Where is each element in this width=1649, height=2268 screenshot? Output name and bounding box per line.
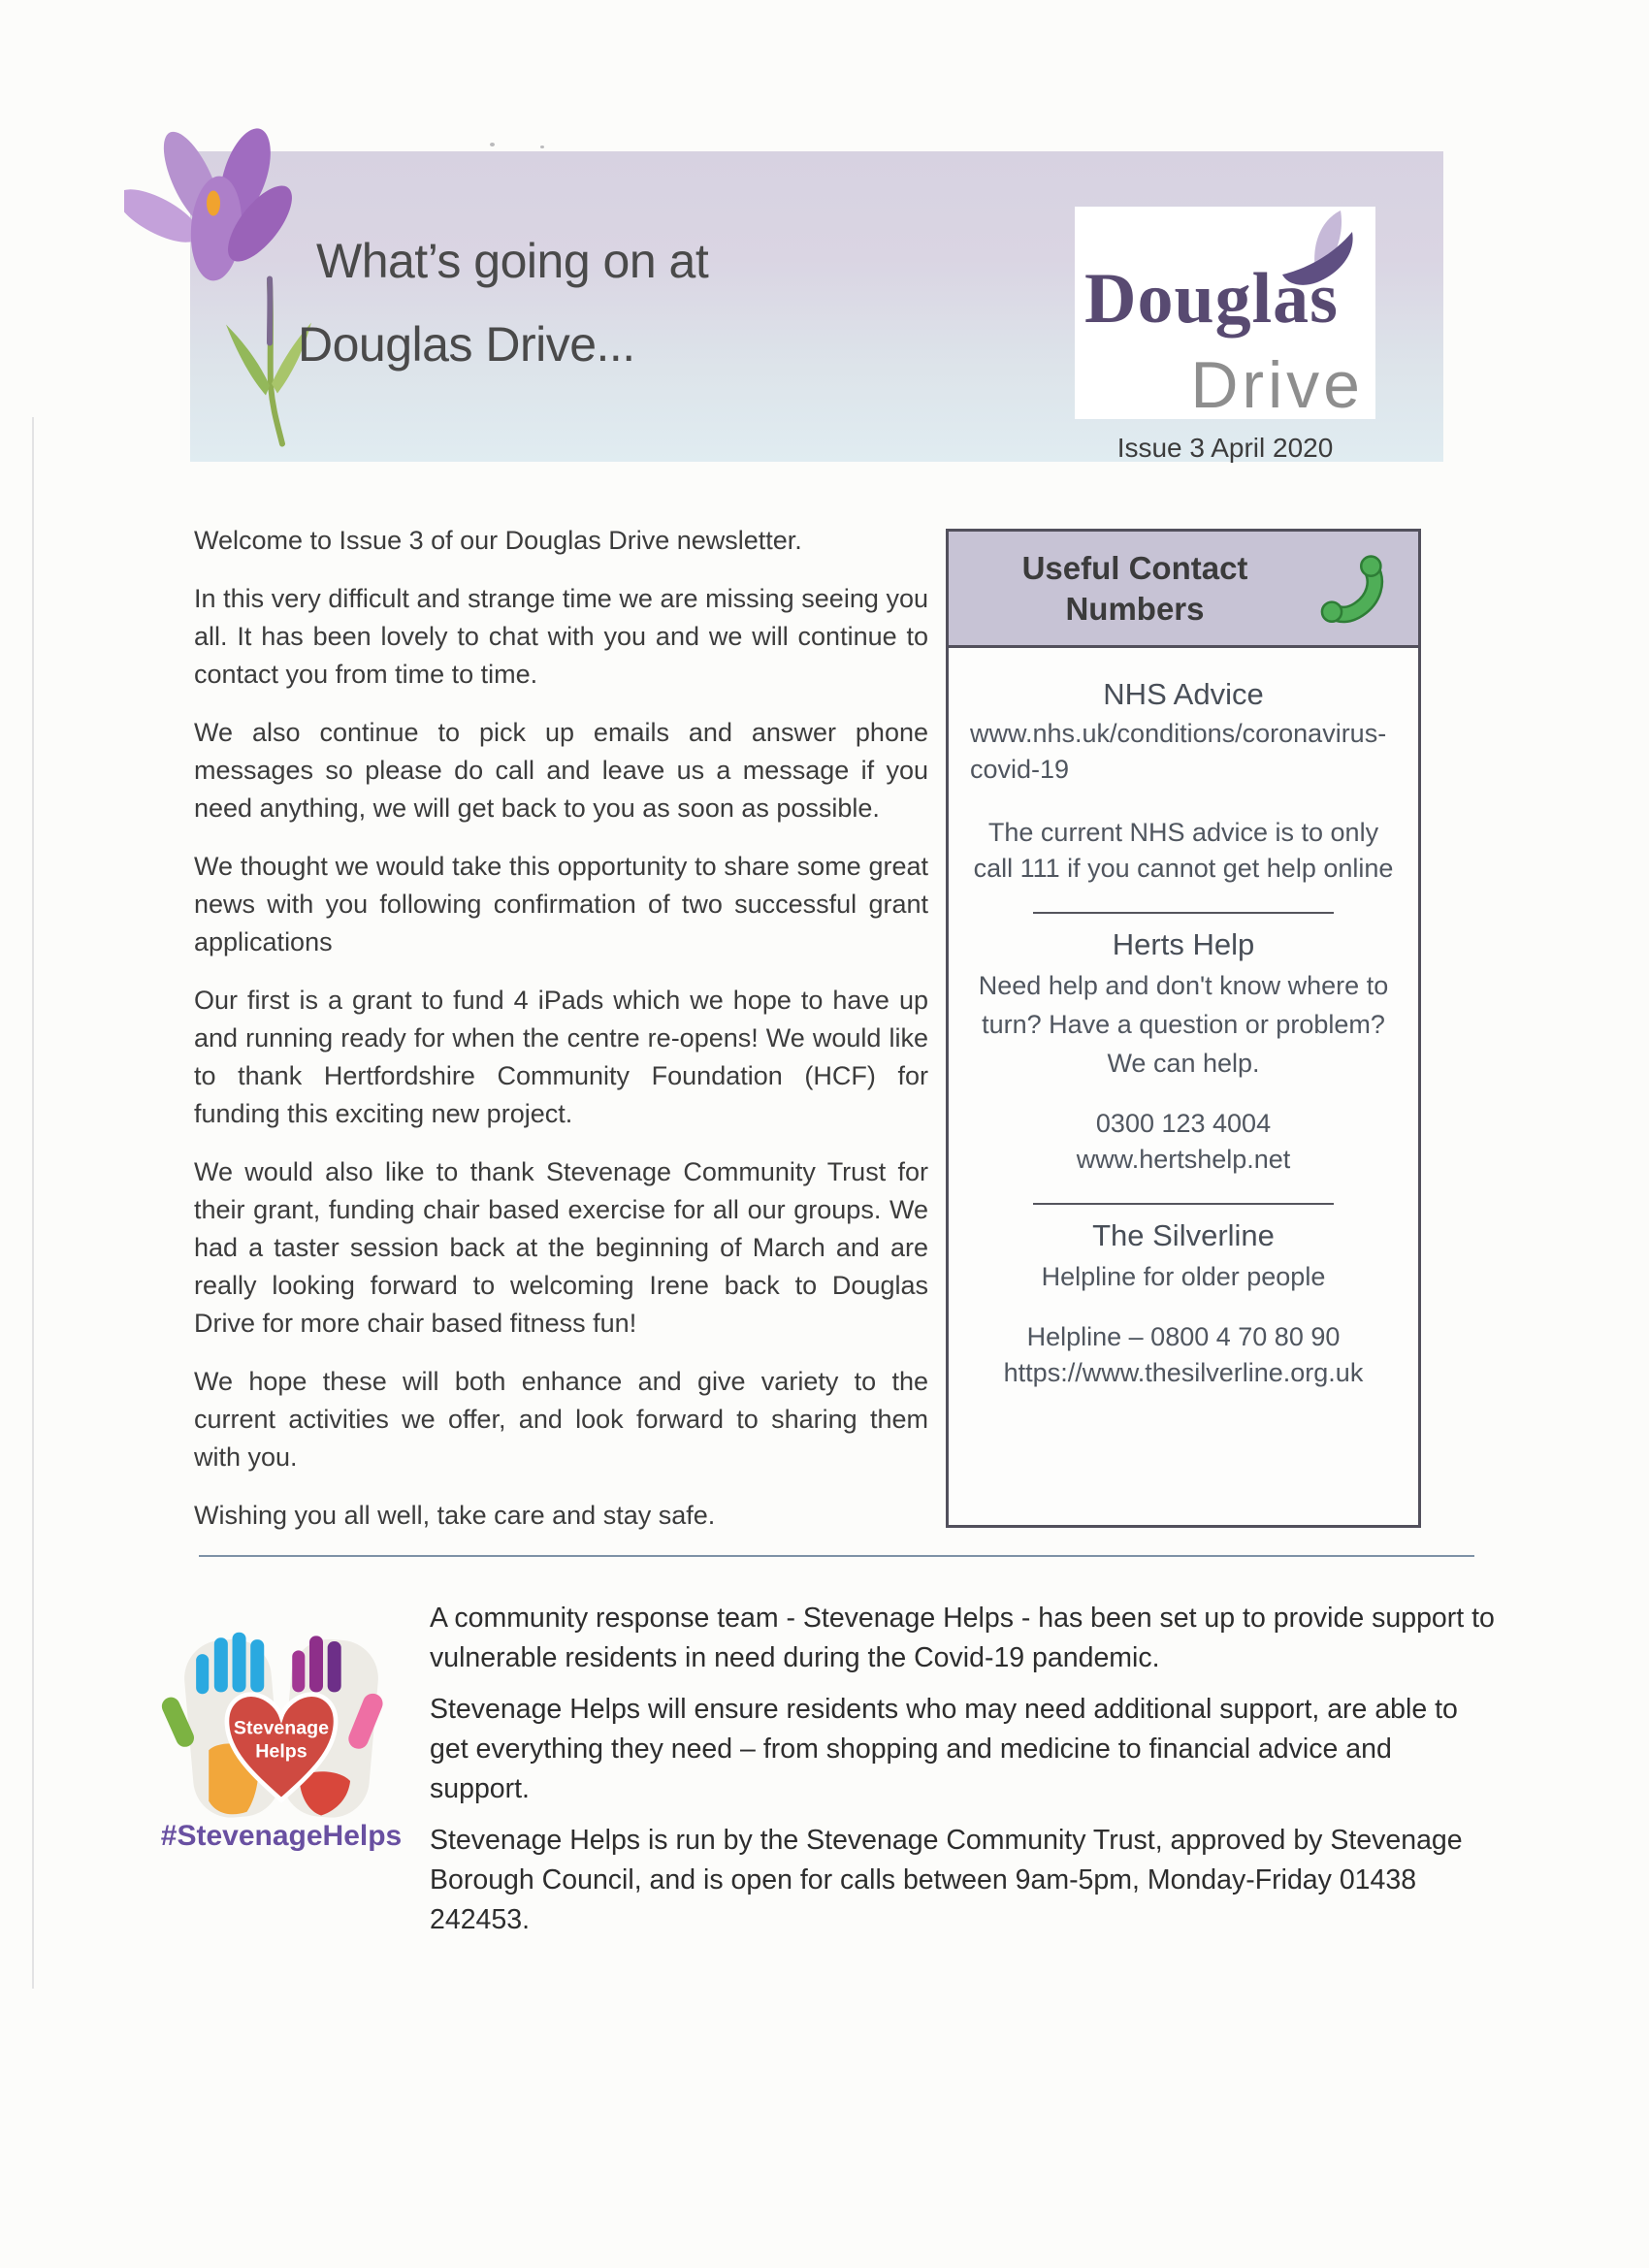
herts-help-phone: 0300 123 4004 [1095,1109,1272,1138]
footer-text [430,1599,1497,1952]
useful-contacts-box [946,529,1421,1528]
silverline-url: https://www.thesilverline.org.uk [1003,1358,1364,1387]
herts-help-url: www.hertshelp.net [1076,1145,1291,1174]
scan-speck [490,143,495,146]
body-paragraph: We hope these will both enhance and give variety to the current activities we offer, and look forward to sharing them with you. [194,1367,928,1472]
logo-word-douglas: Douglas [1084,259,1339,339]
body-paragraph: We also continue to pick up emails and answer phone messages so please do call and leave us a message if you need anything, we will get back to you as soon as possible. [194,718,928,823]
stevenage-helps-logo [155,1614,407,1823]
silverline-phone: Helpline – 0800 4 70 80 90 [1026,1322,1341,1351]
logo-word-drive: Drive [1190,348,1364,422]
herts-help-description: Need help and don't know where to turn? Have a question or problem? We can help. [978,971,1389,1078]
phone-icon [1311,543,1393,636]
nhs-advice-note: The current NHS advice is to only call 111 if you cannot get help online [973,818,1394,883]
section-rule [199,1555,1474,1557]
scan-speck [540,146,544,148]
newsletter-title-line1: What’s going on at [316,234,709,288]
body-paragraph: We would also like to thank Stevenage Community Trust for their grant, funding chair based exercise for all our groups. We had a taster session back at the beginning of March and are really looking forward to welcoming Irene back to Douglas Drive for more chair based fitness fun! [194,1157,928,1338]
nhs-advice-url: www.nhs.uk/conditions/coronavirus-covid-19 [970,719,1387,784]
useful-contacts-title-line1: Useful Contact [1021,549,1248,586]
useful-contacts-header [949,532,1418,648]
body-paragraph: We thought we would take this opportunity to share some great news with you following confirmation of two successful grant applications [194,852,928,956]
body-paragraph: Welcome to Issue 3 of our Douglas Drive newsletter. [194,526,802,555]
footer-paragraph: A community response team - Stevenage Helps - has been set up to provide support to vulnerable residents in need during the Covid-19 pandemic. [430,1603,1495,1673]
stevenage-helps-hashtag: #StevenageHelps [160,1820,403,1852]
body-paragraph: In this very difficult and strange time we are missing seeing you all. It has been lovely to chat with you and we will continue to contact you from time to time. [194,584,928,689]
section-divider [1033,1203,1334,1205]
douglas-drive-logo [1075,207,1375,422]
herts-help-heading: Herts Help [1112,927,1255,961]
main-article [194,522,928,1555]
silverline-heading: The Silverline [1092,1218,1275,1252]
newsletter-title-line2: Douglas Drive... [298,317,635,372]
useful-contacts-content [949,648,1418,1391]
body-paragraph: Our first is a grant to fund 4 iPads which we hope to have up and running ready for when the centre re-opens! We would like to thank Hertfordshire Community Foundation (HCF) for funding this exciting new project. [194,986,928,1128]
crocus-flower-image [124,122,323,457]
nhs-advice-heading: NHS Advice [1103,677,1264,711]
section-divider [1033,912,1334,914]
footer-paragraph: Stevenage Helps is run by the Stevenage Community Trust, approved by Stevenage Borough Council, and is open for calls between 9am-5pm, Monday-Friday 01438 242453. [430,1825,1463,1935]
heart-text-line2: Helps [255,1740,307,1763]
scan-edge-shadow [32,417,34,1989]
heart-text-line1: Stevenage [233,1717,330,1739]
body-paragraph: Wishing you all well, take care and stay safe. [194,1501,716,1530]
footer-paragraph: Stevenage Helps will ensure residents who may need additional support, are able to get everything they need – from shopping and medicine to financial advice and support. [430,1694,1458,1804]
useful-contacts-title-line2: Numbers [1065,590,1205,627]
issue-date: Issue 3 April 2020 [1116,433,1334,463]
silverline-description: Helpline for older people [1041,1262,1326,1291]
